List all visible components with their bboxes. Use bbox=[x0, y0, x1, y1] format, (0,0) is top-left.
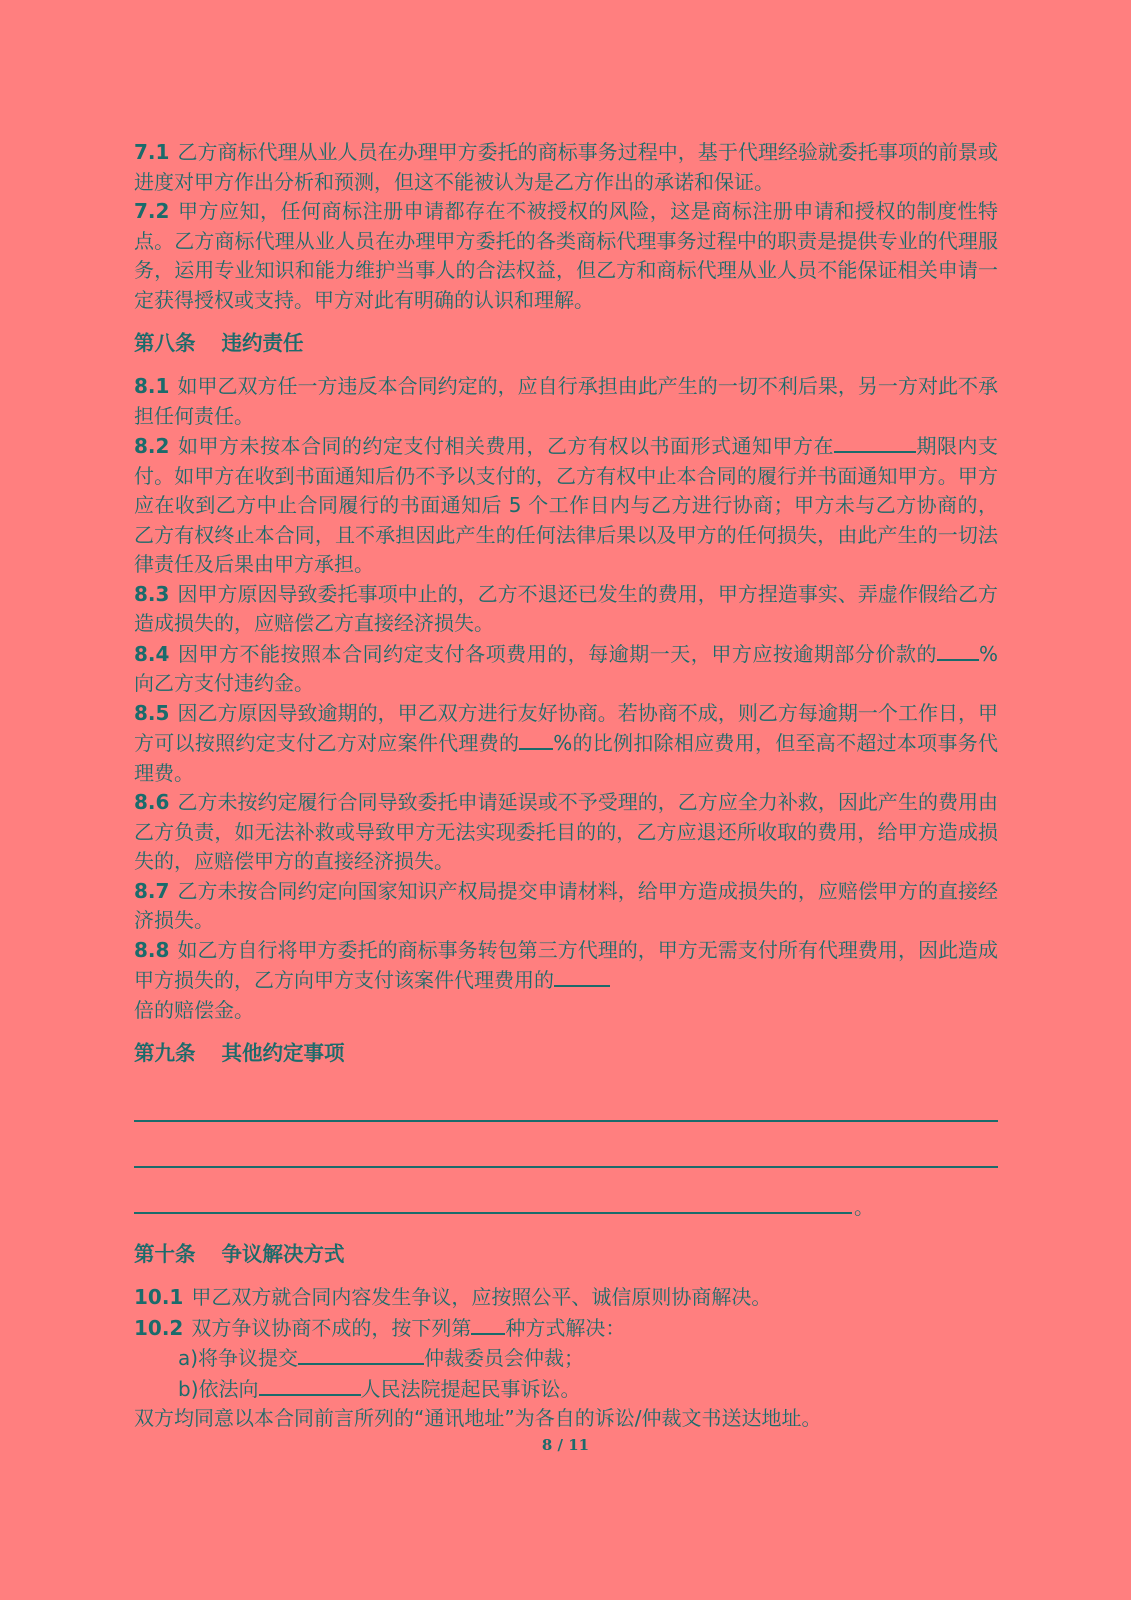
clause-number: 8.3 bbox=[134, 581, 170, 606]
section-heading-10 bbox=[134, 1240, 998, 1269]
clause-7-2 bbox=[134, 197, 998, 315]
clause-number: 8.5 bbox=[134, 700, 170, 725]
blank-line-3 bbox=[134, 1174, 998, 1220]
clause-10-1 bbox=[134, 1283, 998, 1313]
clause-8-7 bbox=[134, 877, 998, 936]
section-number: 第十条 bbox=[134, 1242, 196, 1266]
fill-blank bbox=[471, 1313, 505, 1335]
clause-text: 期限内支付。如甲方在收到书面通知后仍不予以支付的，乙方有权中止本合同的履行并书面通知甲方。甲方应在收到乙方中止合同履行的书面通知后 5 个工作日内与乙方进行协商；甲方未与乙方协商的，乙方有权终止本合同，且不承担因此产生的任何法律后果以及甲方的任何损失，由此产生的一切法律责任及后果由甲方承担。 bbox=[134, 434, 999, 576]
option-a bbox=[134, 1343, 998, 1374]
section-number: 第八条 bbox=[134, 331, 196, 355]
clause-text: 双方争议协商不成的，按下列第 bbox=[191, 1315, 472, 1340]
clause-8-1 bbox=[134, 372, 998, 431]
section-number: 第九条 bbox=[134, 1041, 196, 1065]
fill-blank bbox=[519, 728, 553, 750]
clause-text: 乙方商标代理从业人员在办理甲方委托的商标事务过程中，基于代理经验就委托事项的前景或进度对甲方作出分析和预测，但这不能被认为是乙方作出的承诺和保证。 bbox=[134, 140, 998, 194]
clause-text: 因甲方不能按照本合同约定支付各项费用的，每逾期一天，甲方应按逾期部分价款的 bbox=[177, 641, 937, 666]
clause-text: %向乙方支付违约金。 bbox=[134, 641, 998, 695]
clause-number: 10.2 bbox=[134, 1315, 184, 1340]
section-title: 违约责任 bbox=[221, 331, 304, 355]
clause-number: 8.1 bbox=[134, 374, 170, 398]
clause-text: 甲方应知，任何商标注册申请都存在不被授权的风险，这是商标注册申请和授权的制度性特点。乙方商标代理从业人员在办理甲方委托的各类商标代理事务过程中的职责是提供专业的代理服务，运用专业知识和能力维护当事人的合法权益，但乙方和商标代理从业人员不能保证相关申请一定获得授权或支持。甲方对此有明确的认识和理解。 bbox=[134, 199, 998, 312]
clause-7-1 bbox=[134, 138, 998, 197]
clause-8-8 bbox=[134, 936, 998, 1026]
end-mark: 。 bbox=[854, 1195, 874, 1219]
section-title: 其他约定事项 bbox=[221, 1041, 345, 1065]
clause-8-6 bbox=[134, 788, 998, 877]
option-text: 人民法院提起民事诉讼。 bbox=[360, 1376, 581, 1401]
option-b bbox=[134, 1374, 998, 1405]
clause-8-2 bbox=[134, 431, 998, 580]
section-heading-8 bbox=[134, 329, 998, 358]
clause-text: 甲乙双方就合同内容发生争议，应按照公平、诚信原则协商解决。 bbox=[191, 1285, 772, 1309]
clause-text: 如甲方未按本合同的约定支付相关费用，乙方有权以书面形式通知甲方在 bbox=[177, 434, 834, 458]
option-text: a)将争议提交 bbox=[178, 1346, 299, 1370]
clause-8-3 bbox=[134, 580, 998, 639]
clause-text: 种方式解决： bbox=[505, 1315, 626, 1340]
fill-blank bbox=[259, 1374, 361, 1396]
blank-line-2 bbox=[134, 1128, 998, 1174]
clause-number: 7.1 bbox=[134, 140, 170, 164]
closing-statement: 双方均同意以本合同前言所列的“通讯地址”为各自的诉讼/仲裁文书送达地址。 bbox=[134, 1406, 822, 1430]
clause-number: 8.8 bbox=[134, 937, 170, 962]
clause-number: 8.7 bbox=[134, 878, 170, 903]
clause-8-4 bbox=[134, 639, 998, 699]
clause-number: 8.2 bbox=[134, 434, 170, 458]
clause-text: 因甲方原因导致委托事项中止的，乙方不退还已发生的费用，甲方捏造事实、弄虚作假给乙方造成损失的，应赔偿乙方直接经济损失。 bbox=[134, 581, 998, 635]
page-number: 8 / 11 bbox=[541, 1436, 590, 1454]
blank-line-1 bbox=[134, 1082, 998, 1128]
clause-8-5 bbox=[134, 699, 998, 789]
option-text: b)依法向 bbox=[178, 1376, 259, 1401]
fill-blank bbox=[834, 431, 916, 453]
section-heading-9 bbox=[134, 1039, 998, 1068]
section-title: 争议解决方式 bbox=[221, 1242, 345, 1266]
clause-number: 8.6 bbox=[134, 790, 170, 814]
clause-text: 乙方未按约定履行合同导致委托申请延误或不予受理的，乙方应全力补救，因此产生的费用由乙方负责，如无法补救或导致甲方无法实现委托目的的，乙方应退还所收取的费用，给甲方造成损失的，应赔偿甲方的直接经济损失。 bbox=[134, 790, 998, 873]
clause-text: 如乙方自行将甲方委托的商标事务转包第三方代理的，甲方无需支付所有代理费用，因此造成甲方损失的，乙方向甲方支付该案件代理费用的 bbox=[134, 937, 998, 992]
clause-10-2 bbox=[134, 1313, 998, 1344]
clause-number: 10.1 bbox=[134, 1285, 184, 1309]
clause-number: 7.2 bbox=[134, 199, 170, 223]
clause-number: 8.4 bbox=[134, 641, 170, 666]
fill-blank bbox=[298, 1343, 424, 1365]
clause-text: 因乙方原因导致逾期的，甲乙双方进行友好协商。若协商不成，则乙方每逾期一个工作日，甲方可以按照约定支付乙方对应案件代理费的 bbox=[134, 700, 998, 755]
clause-text: 如甲乙双方任一方违反本合同约定的，应自行承担由此产生的一切不利后果，另一方对此不承担任何责任。 bbox=[134, 374, 998, 428]
clause-text: 乙方未按合同约定向国家知识产权局提交申请材料，给甲方造成损失的，应赔偿甲方的直接经济损失。 bbox=[134, 878, 998, 932]
document-page bbox=[134, 138, 998, 1434]
option-text: 仲裁委员会仲裁； bbox=[424, 1346, 585, 1370]
clause-text: %的比例扣除相应费用，但至高不超过本项事务代理费。 bbox=[134, 731, 998, 785]
fill-blank bbox=[554, 965, 610, 987]
fill-blank bbox=[937, 639, 979, 661]
clause-text: 倍的赔偿金。 bbox=[134, 997, 254, 1022]
